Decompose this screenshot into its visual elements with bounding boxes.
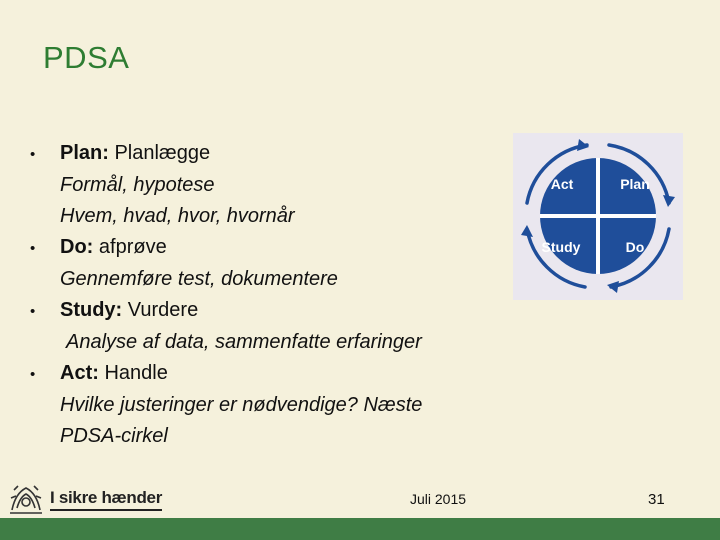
- footer-date: Juli 2015: [410, 491, 467, 507]
- sub-line: Hvem, hvad, hvor, hvornår: [60, 205, 295, 227]
- bullet-text: Handle: [98, 362, 168, 384]
- page-number: 31: [648, 491, 665, 508]
- quadrant-plan-label: Plan: [620, 176, 650, 192]
- bullet-dot: •: [30, 366, 36, 383]
- sub-line: Gennemføre test, dokumentere: [60, 268, 338, 290]
- sub-line: Hvilke justeringer er nødvendige? Næste: [60, 394, 423, 416]
- bullet-head: Do:: [60, 236, 94, 258]
- bullet-text: afprøve: [93, 236, 167, 258]
- bullet-head: Act:: [60, 362, 99, 384]
- sub-line: Formål, hypotese: [60, 174, 215, 196]
- quadrant-study-label: Study: [541, 239, 581, 255]
- sub-line: PDSA-cirkel: [60, 425, 168, 447]
- quadrant-act-label: Act: [550, 176, 574, 192]
- crest-icon: [8, 482, 44, 516]
- slide-title: PDSA: [43, 40, 130, 75]
- bullet-head: Plan:: [60, 142, 109, 164]
- bullet-head: Study:: [60, 299, 123, 321]
- sub-line: Analyse af data, sammenfatte erfaringer: [66, 331, 422, 353]
- bullet-text: Planlægge: [108, 142, 211, 164]
- pdsa-cycle-diagram: [513, 133, 683, 300]
- bullet-do: [28, 232, 498, 264]
- bullet-study: [28, 295, 498, 327]
- quadrant-do-label: Do: [625, 239, 645, 255]
- bullet-list: [28, 138, 498, 452]
- bullet-dot: •: [30, 146, 36, 163]
- bullet-dot: •: [30, 303, 36, 320]
- logo-text: I sikre hænder: [50, 488, 162, 511]
- bullet-plan: [28, 138, 498, 170]
- bullet-act: [28, 358, 498, 390]
- footer-logo: [8, 482, 162, 516]
- bullet-text: Vurdere: [122, 299, 199, 321]
- footer-bar: [0, 518, 720, 540]
- bullet-dot: •: [30, 240, 36, 257]
